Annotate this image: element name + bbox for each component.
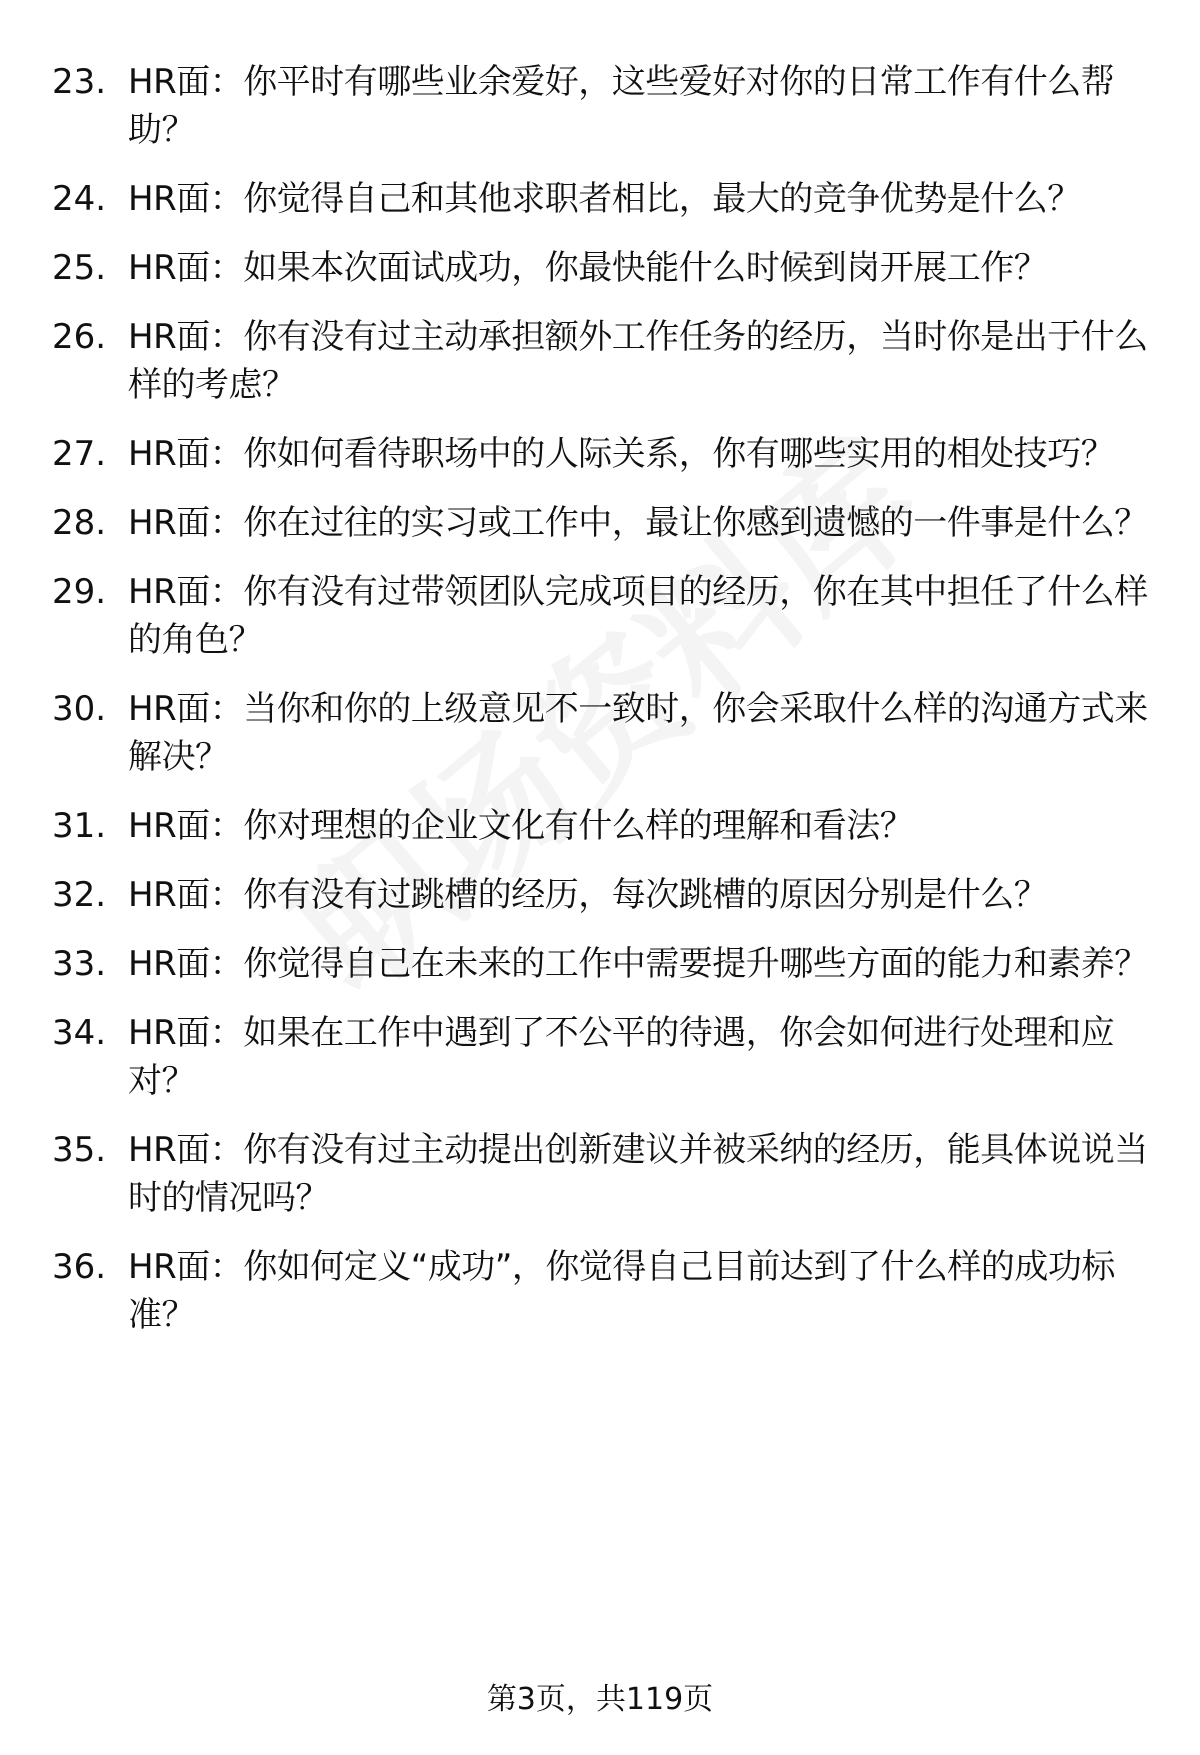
question-text: HR面：你有没有过主动提出创新建议并被采纳的经历，能具体说说当时的情况吗？	[128, 1130, 1148, 1218]
question-text: HR面：你觉得自己和其他求职者相比，最大的竞争优势是什么？	[128, 179, 1081, 219]
question-number: 33.	[52, 944, 107, 984]
question-item	[52, 802, 1152, 850]
question-text: HR面：你有没有过带领团队完成项目的经历，你在其中担任了什么样的角色？	[128, 572, 1148, 660]
question-number: 34.	[52, 1013, 107, 1053]
question-item	[52, 175, 1152, 223]
page-footer: 第3页，共119页	[486, 1682, 714, 1717]
question-item	[52, 499, 1152, 547]
question-number: 32.	[52, 875, 107, 915]
question-text: HR面：如果在工作中遇到了不公平的待遇，你会如何进行处理和应对？	[128, 1013, 1115, 1101]
question-item	[52, 1009, 1152, 1105]
question-item	[52, 871, 1152, 919]
question-item	[52, 568, 1152, 664]
question-item	[52, 58, 1152, 154]
question-text: HR面：你有没有过主动承担额外工作任务的经历，当时你是出于什么样的考虑？	[128, 317, 1148, 405]
question-item	[52, 313, 1152, 409]
question-item	[52, 430, 1152, 478]
question-item	[52, 940, 1152, 988]
question-text: HR面：你平时有哪些业余爱好，这些爱好对你的日常工作有什么帮助？	[128, 62, 1115, 150]
question-number: 25.	[52, 248, 107, 288]
question-number: 23.	[52, 62, 107, 102]
question-text: HR面：你对理想的企业文化有什么样的理解和看法？	[128, 806, 914, 846]
question-text: HR面：当你和你的上级意见不一致时，你会采取什么样的沟通方式来解决？	[128, 689, 1148, 777]
question-text: HR面：你有没有过跳槽的经历，每次跳槽的原因分别是什么？	[128, 875, 1048, 915]
question-number: 28.	[52, 503, 107, 543]
question-number: 27.	[52, 434, 107, 474]
question-item	[52, 1126, 1152, 1222]
question-text: HR面：你如何看待职场中的人际关系，你有哪些实用的相处技巧？	[128, 434, 1115, 474]
question-number: 24.	[52, 179, 107, 219]
question-text: HR面：你在过往的实习或工作中，最让你感到遗憾的一件事是什么？	[128, 503, 1148, 543]
question-item	[52, 685, 1152, 781]
question-item	[52, 1243, 1152, 1339]
question-number: 29.	[52, 572, 107, 612]
question-number: 35.	[52, 1130, 107, 1170]
question-number: 30.	[52, 689, 107, 729]
question-number: 26.	[52, 317, 107, 357]
question-text: HR面：你觉得自己在未来的工作中需要提升哪些方面的能力和素养？	[128, 944, 1148, 984]
question-text: HR面：你如何定义“成功”，你觉得自己目前达到了什么样的成功标准？	[128, 1247, 1115, 1335]
question-number: 36.	[52, 1247, 107, 1287]
question-text: HR面：如果本次面试成功，你最快能什么时候到岗开展工作？	[128, 248, 1048, 288]
question-item	[52, 244, 1152, 292]
question-list	[52, 58, 1152, 1360]
question-number: 31.	[52, 806, 107, 846]
